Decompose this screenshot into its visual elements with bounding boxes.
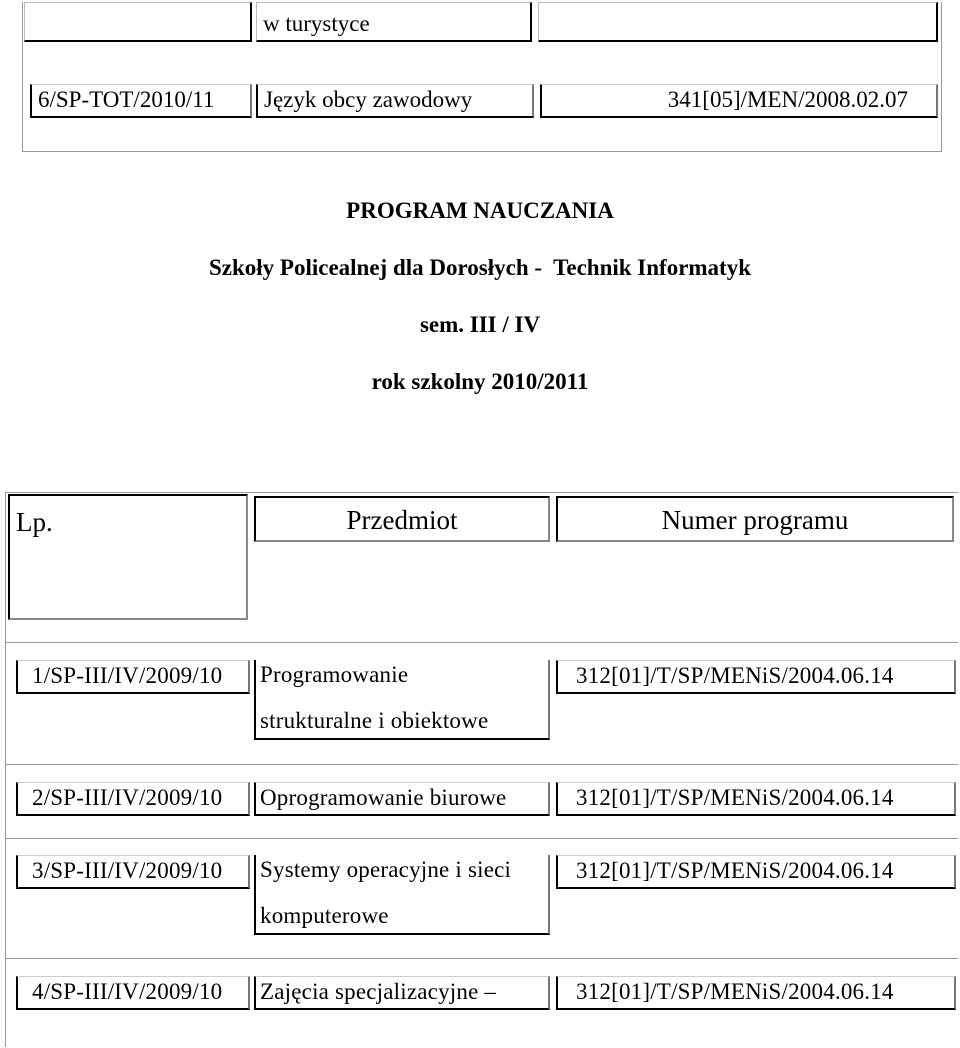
row4-program bbox=[556, 976, 956, 1010]
row3-subject bbox=[254, 855, 550, 935]
row1-subject-line2: strukturalne i obiektowe bbox=[260, 708, 489, 733]
row2-lp bbox=[16, 782, 250, 816]
top-row2-program bbox=[540, 84, 938, 118]
row4-subject-text: Zajęcia specjalizacyjne – bbox=[260, 979, 497, 1004]
row2-lp-text: 2/SP-III/IV/2009/10 bbox=[32, 785, 223, 810]
row1-program-text: 312[01]/T/SP/MENiS/2004.06.14 bbox=[576, 663, 894, 688]
row1-lp-text: 1/SP-III/IV/2009/10 bbox=[32, 663, 223, 688]
row3-subject-line1: Systemy operacyjne i sieci bbox=[260, 857, 512, 882]
school-name: Szkoły Policealnej dla Dorosłych - Technik Informatyk bbox=[208, 255, 752, 280]
row4-lp bbox=[16, 976, 250, 1010]
row2-divider bbox=[5, 838, 958, 839]
row2-program bbox=[556, 782, 956, 816]
row3-program-text: 312[01]/T/SP/MENiS/2004.06.14 bbox=[576, 858, 894, 883]
row1-divider bbox=[5, 764, 958, 765]
row3-subject-line2: komputerowe bbox=[260, 903, 389, 928]
row3-lp bbox=[16, 855, 250, 889]
semester: sem. III / IV bbox=[419, 312, 541, 337]
top-row2-subject bbox=[256, 84, 534, 118]
column-header-subject-text: Przedmiot bbox=[346, 505, 458, 535]
row1-subject-line1: Programowanie bbox=[260, 662, 409, 687]
top-row1-subject-text: w turystyce bbox=[263, 11, 370, 36]
row3-lp-text: 3/SP-III/IV/2009/10 bbox=[32, 858, 223, 883]
row2-subject bbox=[254, 782, 550, 816]
top-row2-lp bbox=[30, 84, 252, 118]
column-header-lp-text: Lp. bbox=[16, 507, 53, 537]
row4-lp-text: 4/SP-III/IV/2009/10 bbox=[32, 979, 223, 1004]
row4-program-text: 312[01]/T/SP/MENiS/2004.06.14 bbox=[576, 979, 894, 1004]
header-row-divider bbox=[5, 642, 958, 643]
row4-subject bbox=[254, 976, 550, 1010]
top-row2-program-text: 341[05]/MEN/2008.02.07 bbox=[667, 87, 908, 112]
top-row1-subject bbox=[256, 2, 532, 42]
top-row1-empty-lp bbox=[24, 2, 252, 42]
column-header-subject bbox=[254, 496, 550, 542]
top-row2-subject-text: Język obcy zawodowy bbox=[264, 87, 473, 112]
row1-program bbox=[556, 660, 956, 694]
school-year: rok szkolny 2010/2011 bbox=[371, 369, 589, 394]
row3-program bbox=[556, 855, 956, 889]
top-row2-lp-text: 6/SP-TOT/2010/11 bbox=[38, 87, 215, 112]
page-title: PROGRAM NAUCZANIA bbox=[346, 198, 614, 223]
column-header-lp bbox=[8, 494, 248, 620]
top-row1-empty-program bbox=[538, 2, 938, 42]
row1-subject bbox=[254, 660, 550, 740]
column-header-program-text: Numer programu bbox=[661, 505, 849, 535]
row3-divider bbox=[5, 958, 958, 959]
row2-subject-text: Oprogramowanie biurowe bbox=[260, 785, 507, 810]
row2-program-text: 312[01]/T/SP/MENiS/2004.06.14 bbox=[576, 785, 894, 810]
row1-lp bbox=[16, 660, 250, 694]
column-header-program bbox=[556, 496, 954, 542]
